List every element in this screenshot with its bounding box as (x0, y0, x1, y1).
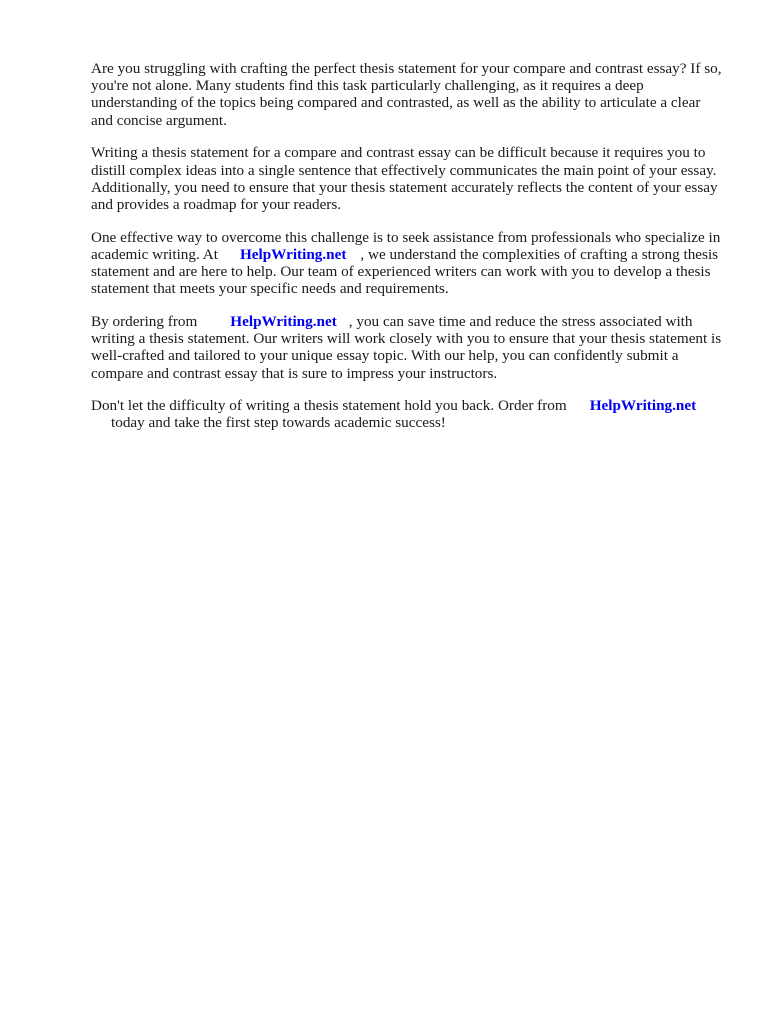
paragraph-call-to-action (91, 397, 723, 431)
paragraph-cta-text-after: today and take the first step towards academic success! (111, 414, 446, 432)
paragraph-ordering (91, 313, 723, 382)
paragraph-ordering-text-before: By ordering from (91, 312, 198, 330)
paragraph-assistance (91, 229, 723, 298)
paragraph-difficulty: Writing a thesis statement for a compare and contrast essay can be difficult because it requires you to distill complex ideas into a single sentence that effectively communicates the main point of your essay. Additionally, you need to ensure that your thesis statement accurately reflects the content of your essay and provides a roadmap for your readers. (91, 144, 718, 213)
document-body (91, 60, 723, 447)
helpwriting-link[interactable]: HelpWriting.net (589, 397, 697, 415)
paragraph-ordering-text-after: , you can save time and reduce the stress associated with writing a thesis statement. Our writers will work closely with you to ensure that your thesis statement is well-crafted and tailored to your unique essay topic. With our help, you can confidently submit a compare and contrast essay that is sure to impress your instructors. (91, 312, 722, 382)
paragraph-cta-text-before: Don't let the difficulty of writing a thesis statement hold you back. Order from (91, 397, 567, 415)
helpwriting-link[interactable]: HelpWriting.net (239, 245, 347, 263)
helpwriting-link[interactable]: HelpWriting.net (230, 312, 337, 330)
paragraph-intro: Are you struggling with crafting the perfect thesis statement for your compare and contrast essay? If so, you're not alone. Many students find this task particularly challenging, as it requires a deep understanding of the topics being compared and contrasted, as well as the ability to articulate a clear and concise argument. (91, 60, 722, 129)
paragraph-assistance-text-after: , we understand the complexities of crafting a strong thesis statement and are here to help. Our team of experienced writers can work with you to develop a thesis statement that meets your specific needs and requirements. (91, 245, 719, 298)
paragraph-assistance-text-before: One effective way to overcome this challenge is to seek assistance from professionals who specialize in academic writing. At (91, 228, 721, 263)
